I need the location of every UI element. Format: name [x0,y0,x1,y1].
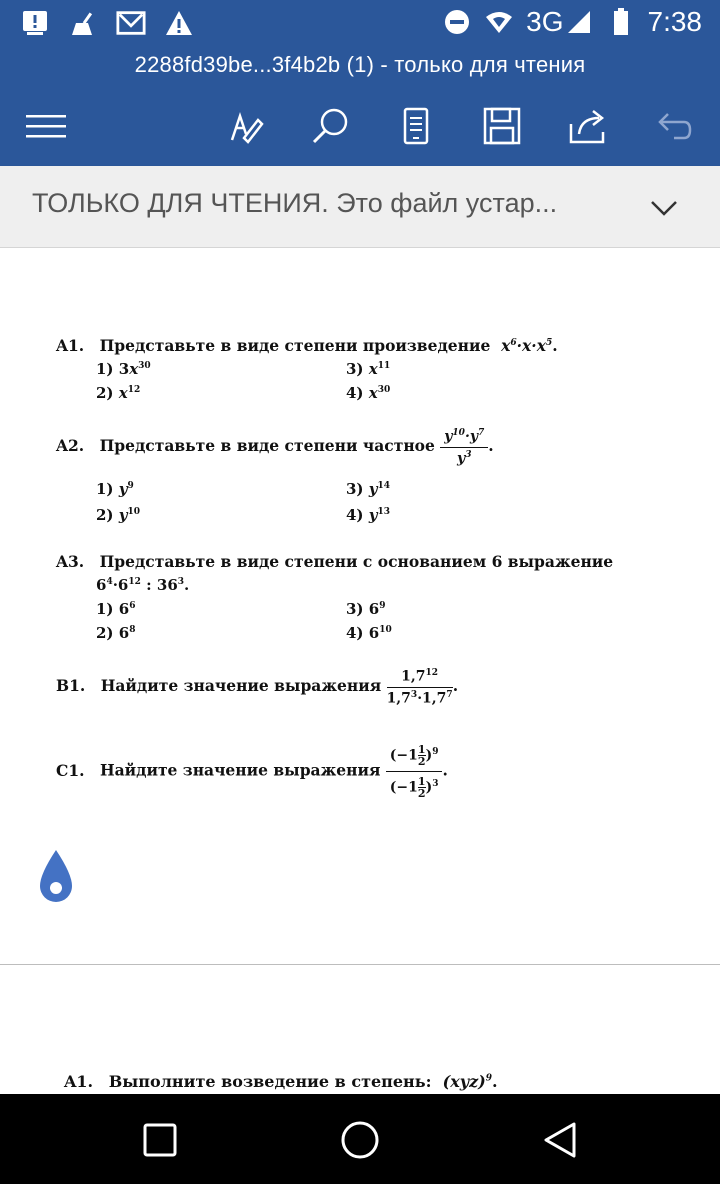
read-only-banner[interactable] [0,166,720,248]
question-a3 [56,552,613,571]
undo-icon [654,106,694,146]
square-icon [142,1122,178,1158]
question-b1: B1. Найдите значение выражения $\frac{1,7^{12}}{1,7^3\cdot 1,7^7}$ . [56,668,459,707]
chevron-down-icon[interactable] [646,190,682,226]
system-nav-bar [0,1094,720,1184]
document-canvas[interactable] [0,248,720,1094]
question-number: B1. [56,676,86,696]
question-a2: A2. Представьте в виде степени частное $\frac{y^{10}\cdot y^7}{y^3}$ . [56,428,494,467]
answer-option: 3) $x^{11}$ [346,360,391,378]
draw-button[interactable] [222,102,270,150]
math-expression: $6^4\cdot 6^{12}$ : $36^3$. [96,576,190,594]
save-icon [482,106,522,146]
status-bar [0,0,720,48]
circle-icon [340,1120,380,1160]
question-c1: C1. Найдите значение выражения (−1 $\frac{1}{2}$ )$^9$ (−1 $\frac{1}{2}$ )$^3$ . [56,743,448,800]
question-number: A1. [56,336,85,355]
save-button[interactable] [478,102,526,150]
signal-icon [564,7,594,37]
search-button[interactable] [306,102,354,150]
clock: 7:38 [647,6,702,37]
question-number: C1. [56,760,85,780]
question-text: Представьте в виде степени частное [99,436,435,456]
answer-option: 2) $x^{12}$ [96,384,141,402]
question-a1: A1. Представьте в виде степени произведение $x^6\cdot x\cdot x^5$. [56,336,558,355]
question-text: Выполните возведение в степень: [108,1072,432,1091]
answer-option: 1) $3x^{30}$ [96,360,151,378]
battery-icon [606,7,636,37]
question-text: Найдите значение выражения [99,760,381,780]
back-button[interactable] [536,1116,584,1164]
question-number: A1. [64,1072,94,1091]
question-text: Представьте в виде степени произведение [99,336,491,355]
answer-option: 4) $y^{13}$ [346,506,391,524]
share-icon [567,106,609,146]
wifi-icon [484,7,514,37]
recent-apps-button[interactable] [136,1116,184,1164]
answer-option: 2) $6^8$ [96,624,136,642]
answer-option: 4) $6^{10}$ [346,624,392,642]
share-button[interactable] [564,102,612,150]
answer-option: 3) $6^9$ [346,600,386,618]
fraction: $\frac{1,7^{12}}{1,7^3\cdot 1,7^7}$ [386,668,453,707]
menu-icon [24,111,68,141]
math-expression: $x^6\cdot x\cdot x^5$ [495,336,553,355]
undo-button[interactable] [650,102,698,150]
triangle-back-icon [542,1121,578,1159]
app-header [0,48,720,166]
toolbar [0,102,720,150]
question-page2-a1: A1. Выполните возведение в степень: (xyz)$^9$. [64,1072,498,1091]
question-number: A2. [56,436,85,456]
answer-option: 1) $y^9$ [96,480,134,498]
reading-view-icon [401,106,431,146]
cursor-handle-icon[interactable] [36,848,76,906]
answer-option: 4) $x^{30}$ [346,384,391,402]
fraction: $\frac{y^{10}\cdot y^7}{y^3}$ [440,428,488,466]
document-title: 2288fd39be...3f4b2b (1) - только для чтения [134,52,586,77]
warning-icon [164,8,194,38]
mail-icon [116,8,146,38]
network-type: 3G [526,6,564,37]
read-only-banner-text: ТОЛЬКО ДЛЯ ЧТЕНИЯ. Это файл устар... [32,188,558,218]
search-icon [310,106,350,146]
page-break [0,964,720,965]
cleaner-icon [68,8,98,38]
pen-icon [226,106,266,146]
answer-option: 3) $y^{14}$ [346,480,391,498]
menu-button[interactable] [22,102,70,150]
fraction: (−1 $\frac{1}{2}$ )$^9$ (−1 $\frac{1}{2}$ )$^3$ [386,744,443,799]
question-text: Представьте в виде степени с основанием 6 выражение [99,552,614,571]
answer-option: 2) $y^{10}$ [96,506,141,524]
question-number: A3. [56,552,85,571]
reading-view-button[interactable] [392,102,440,150]
question-text: Найдите значение выражения [100,676,382,696]
math-expression: (xyz)$^9$ [437,1072,493,1091]
do-not-disturb-icon [442,7,472,37]
download-alert-icon [20,8,50,38]
home-button[interactable] [336,1116,384,1164]
answer-option: 1) $6^6$ [96,600,136,618]
